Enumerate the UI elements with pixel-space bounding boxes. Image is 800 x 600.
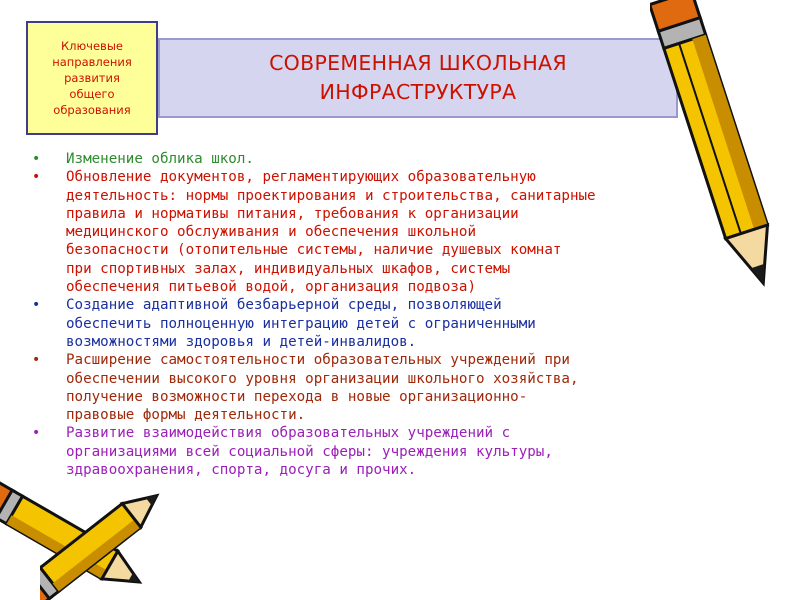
pencil-body	[40, 504, 140, 592]
bullet-marker: •	[32, 352, 41, 369]
bullet-list	[30, 150, 750, 479]
bullet-text: Создание адаптивной безбарьерной среды, позволяющей обеспечить полноценную интеграцию детей с ограниченными возможностями здоровья и детей-инвалидов.	[66, 297, 536, 350]
bullet-item-facility-look	[30, 150, 750, 168]
bullet-text: Обновление документов, регламентирующих образовательную деятельность: нормы проектирования и строительства, санитарные правила и нормативы питания, требования к организации медицинского обслуживания и обеспечения школьной безопасности (отопительные системы, наличие душевых комнат при спортивных залах, индивидуальных шкафов, системы обеспечения питьевой водой, организация подвоза)	[66, 169, 596, 296]
bullet-text: Изменение облика школ.	[66, 151, 254, 167]
pencil-top-right-icon	[650, 0, 800, 320]
bullet-marker: •	[32, 297, 41, 314]
bullet-text: Расширение самостоятельности образовательных учреждений при обеспечении высокого уровня организации школьного хозяйства, получение возможности перехода в новые организационно- правовые формы деятельности.	[66, 352, 579, 424]
key-directions-box	[26, 21, 158, 135]
bullet-text: Развитие взаимодействия образовательных учреждений с организациями всей социальной сферы: учреждения культуры, здравоохранения, спорта, досуга и прочих.	[66, 425, 553, 479]
bullet-marker: •	[32, 425, 41, 442]
bullet-marker: •	[32, 151, 41, 167]
bullet-list-container	[30, 150, 750, 479]
bullet-marker: •	[32, 169, 41, 186]
bullet-item-independence	[30, 351, 750, 424]
bullet-item-barrier-free	[30, 296, 750, 351]
pencil-bottom-left-front-icon	[40, 455, 170, 600]
pencil-wood-tip	[726, 225, 785, 290]
slide-title-box	[158, 38, 678, 118]
slide-title: СОВРЕМЕННАЯ ШКОЛЬНАЯ ИНФРАСТРУКТУРА	[269, 51, 567, 104]
bullet-item-documents	[30, 168, 750, 296]
key-directions-label: Ключевые направления развития общего образования	[52, 39, 132, 117]
